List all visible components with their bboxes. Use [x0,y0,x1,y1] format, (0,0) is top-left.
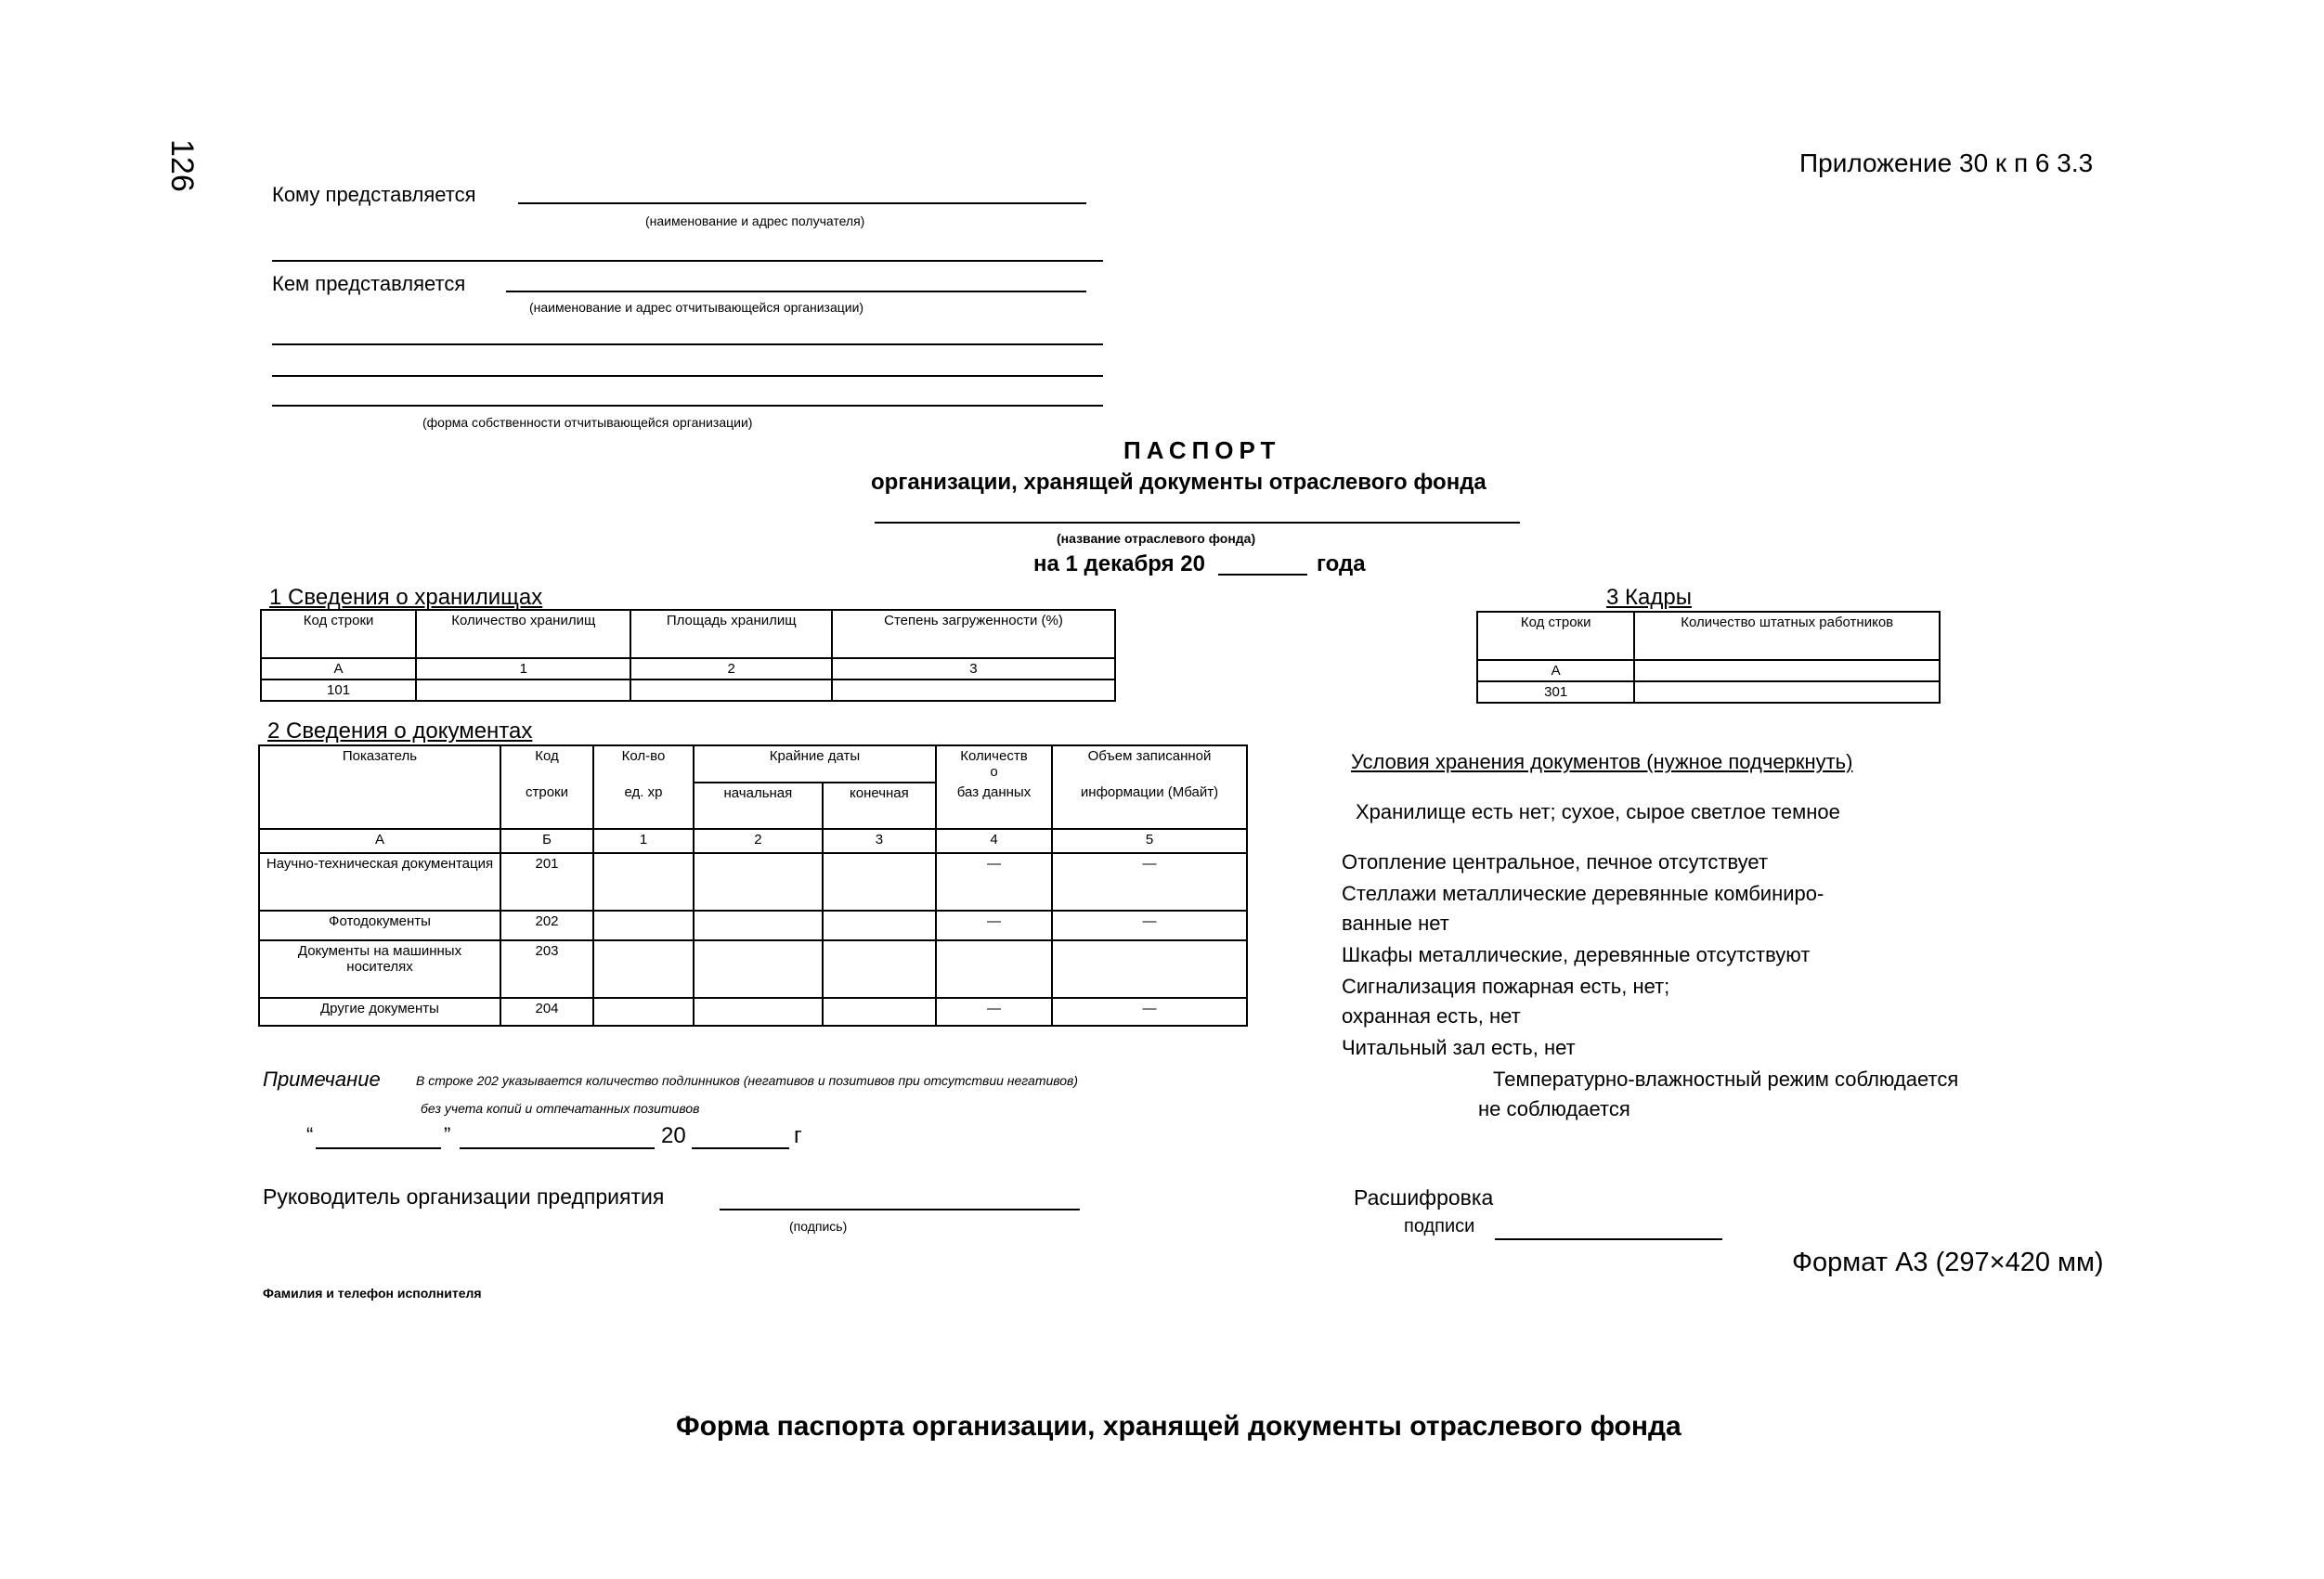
date-year-suffix: г [794,1123,802,1148]
from-hint: (наименование и адрес отчитывающейся организации) [529,300,864,315]
s2-header-db [936,745,1052,783]
s3-row-staff [1634,681,1940,703]
s2-row-volume [1052,940,1247,998]
s2-header-db-bottom: баз данных [936,783,1052,829]
s1-row-load [832,679,1115,701]
from-line [506,291,1086,292]
s2-row-start [694,940,823,998]
s2-row-volume: — [1052,998,1247,1026]
s2-row-qty [593,940,694,998]
to-line-2 [272,260,1103,262]
head-sign-line [720,1209,1080,1210]
s2-row-qty [593,911,694,940]
section3-heading: 3 Кадры [1606,585,1692,610]
s2-row-db: — [936,853,1052,911]
table-row [259,853,1247,911]
format-label: Формат А3 (297×420 мм) [1792,1248,2104,1277]
to-line [518,202,1086,204]
fund-name-line [875,522,1520,524]
s2-row-volume: — [1052,911,1247,940]
section1-heading: 1 Сведения о хранилищах [269,585,543,610]
table-row [259,940,1247,998]
date-year-line [1218,574,1307,576]
s2-index-3: 3 [823,829,936,853]
staff-table [1476,611,1941,704]
date-sign-year-line [692,1147,789,1149]
s2-header-volume: Объем записанной [1052,745,1247,783]
s2-header-indicator: Показатель [259,745,500,829]
s2-index-a: А [259,829,500,853]
sign-hint: (подпись) [789,1219,848,1234]
s3-index-a: А [1477,660,1634,681]
s2-index-2: 2 [694,829,823,853]
s2-row-db: — [936,911,1052,940]
decode-label-2: подписи [1404,1216,1475,1236]
s1-header-count: Количество хранилищ [416,610,630,658]
s2-header-volume-bottom: информации (Мбайт) [1052,783,1247,829]
s2-header-start: начальная [694,783,823,829]
s2-index-5: 5 [1052,829,1247,853]
appendix-reference: Приложение 30 к п 6 3.3 [1799,149,2094,177]
s2-header-db-mid: о [990,764,998,780]
s2-row-code: 203 [500,940,593,998]
s2-row-volume: — [1052,853,1247,911]
to-label: Кому представляется [272,183,476,206]
s3-header-code: Код строки [1477,612,1634,660]
date-suffix: года [1317,551,1366,576]
page-number: 126 [164,139,200,192]
s2-row-indicator: Фотодокументы [259,911,500,940]
s2-row-end [823,940,936,998]
condition-alarm: Сигнализация пожарная есть, нет; [1342,975,1670,998]
ownership-hint: (форма собственности отчитывающейся организации) [422,415,753,430]
condition-storage: Хранилище есть нет; сухое, сырое светлое темное [1356,800,1840,823]
s1-index-1: 1 [416,658,630,679]
figure-caption: Форма паспорта организации, хранящей документы отраслевого фонда [676,1411,1681,1442]
section2-heading: 2 Сведения о документах [267,718,533,744]
s2-row-code: 202 [500,911,593,940]
performer-label: Фамилия и телефон исполнителя [263,1286,482,1301]
from-line-4 [272,405,1103,407]
s3-index-blank [1634,660,1940,681]
condition-shelves-2: ванные нет [1342,912,1449,935]
note-line-1: В строке 202 указывается количество подлинников (негативов и позитивов при отсутствии негативов) [416,1073,1079,1088]
document-title: ПАСПОРТ [1123,436,1281,464]
s2-row-start [694,998,823,1026]
s1-index-2: 2 [630,658,831,679]
date-month-line [460,1147,655,1149]
date-quote-close: ” [444,1123,451,1146]
s3-header-staff: Количество штатных работников [1634,612,1940,660]
note-label: Примечание [263,1068,381,1091]
s2-row-qty [593,853,694,911]
condition-shelves: Стеллажи металлические деревянные комбиниро- [1342,882,1824,905]
s2-row-end [823,911,936,940]
table-row [259,911,1247,940]
to-hint: (наименование и адрес получателя) [645,214,865,228]
s1-index-a: А [261,658,416,679]
s1-row-count [416,679,630,701]
condition-climate-2: не соблюдается [1478,1097,1630,1120]
table-row [259,998,1247,1026]
documents-table [258,744,1248,1027]
condition-climate: Температурно-влажностный режим соблюдается [1493,1068,1959,1091]
decode-line [1495,1238,1722,1240]
s2-index-b: Б [500,829,593,853]
head-label: Руководитель организации предприятия [263,1184,665,1209]
fund-hint: (название отраслевого фонда) [1057,531,1256,546]
conditions-heading: Условия хранения документов (нужное подчеркнуть) [1351,750,1853,773]
s2-row-code: 201 [500,853,593,911]
s2-header-qty: Кол-во [593,745,694,783]
s1-row-area [630,679,831,701]
date-day-line [316,1147,441,1149]
s2-header-db-top: Количеств [960,748,1028,764]
s2-row-indicator: Научно-техническая документация [259,853,500,911]
document-subtitle: организации, хранящей документы отраслевого фонда [871,470,1487,495]
s2-header-qty-bottom: ед. хр [593,783,694,829]
s2-index-1: 1 [593,829,694,853]
s2-header-end: конечная [823,783,936,829]
condition-cabinets: Шкафы металлические, деревянные отсутствуют [1342,943,1811,966]
s2-row-indicator: Другие документы [259,998,500,1026]
date-year-prefix: 20 [661,1123,686,1148]
storage-table [260,609,1116,702]
s3-row-code: 301 [1477,681,1634,703]
s2-row-end [823,998,936,1026]
s2-row-end [823,853,936,911]
decode-label: Расшифровка [1354,1185,1494,1210]
s1-header-code: Код строки [261,610,416,658]
s1-header-load: Степень загруженности (%) [832,610,1115,658]
s2-header-code-bottom: строки [500,783,593,829]
from-label: Кем представляется [272,272,466,295]
s2-row-db: — [936,998,1052,1026]
s2-row-db [936,940,1052,998]
s2-row-indicator: Документы на машинных носителях [259,940,500,998]
condition-heating: Отопление центральное, печное отсутствует [1342,850,1769,874]
note-line-2: без учета копий и отпечатанных позитивов [421,1101,700,1116]
s2-index-4: 4 [936,829,1052,853]
s1-index-3: 3 [832,658,1115,679]
date-quote-open: “ [306,1123,314,1146]
s2-row-code: 204 [500,998,593,1026]
condition-security: охранная есть, нет [1342,1004,1521,1028]
s2-row-start [694,911,823,940]
s1-row-code: 101 [261,679,416,701]
condition-reading-room: Читальный зал есть, нет [1342,1036,1576,1059]
s1-header-area: Площадь хранилищ [630,610,831,658]
s2-header-dates: Крайние даты [694,745,936,783]
from-line-3 [272,375,1103,377]
s2-header-code: Код [500,745,593,783]
s2-row-qty [593,998,694,1026]
from-line-2 [272,343,1103,345]
s2-row-start [694,853,823,911]
date-prefix: на 1 декабря 20 [1033,551,1206,576]
